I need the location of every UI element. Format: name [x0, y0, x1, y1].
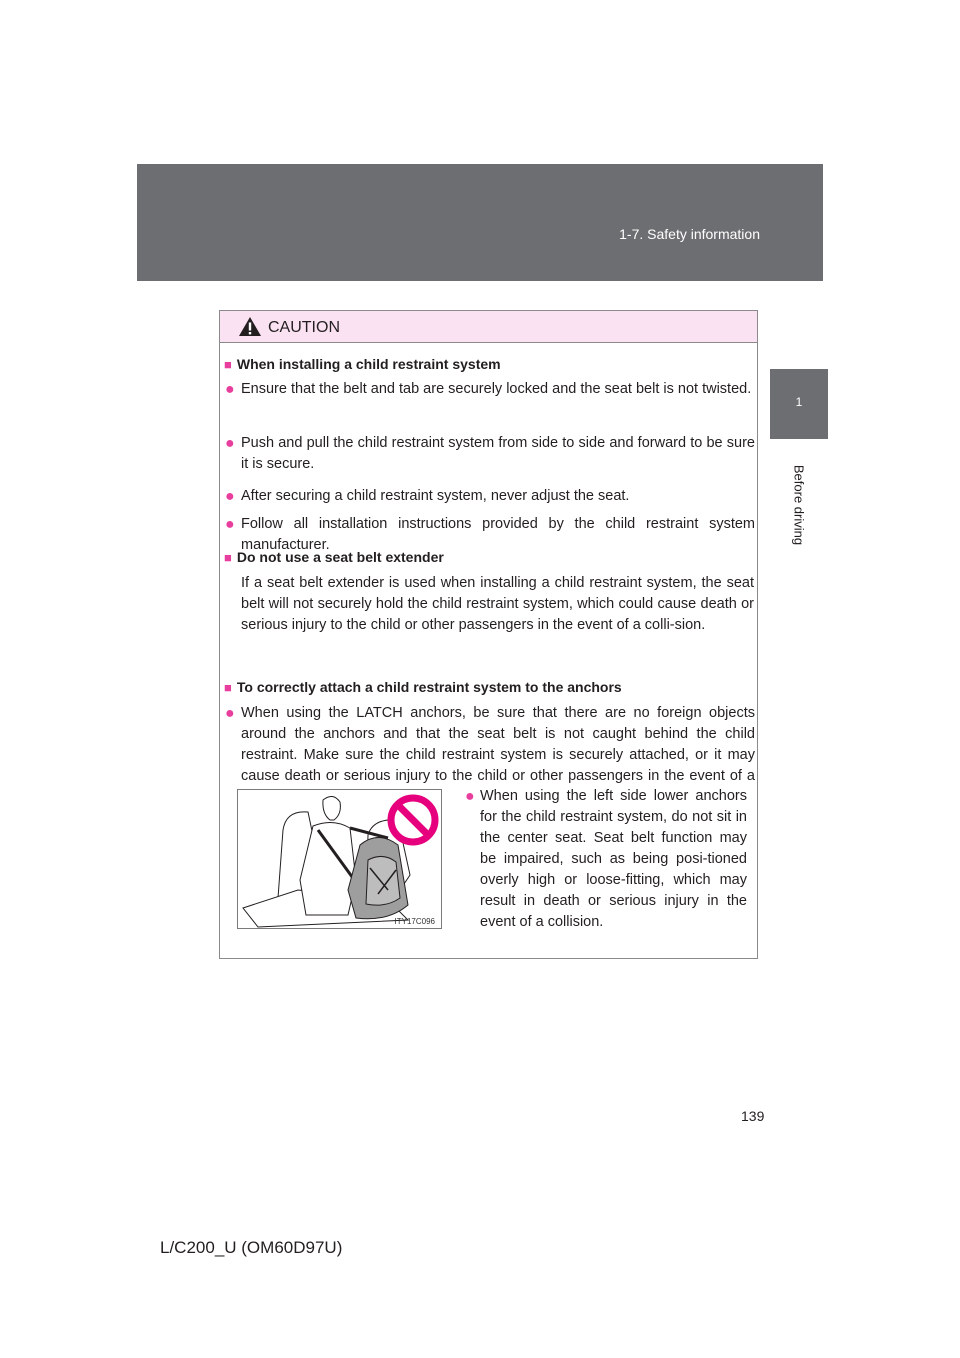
heading-extender: ■ Do not use a seat belt extender [224, 549, 444, 565]
child-seat-illustration [237, 789, 442, 929]
square-bullet-icon: ■ [224, 550, 232, 565]
circle-bullet-icon: ● [465, 788, 475, 805]
warning-triangle-icon [238, 316, 262, 337]
bullet-item: ● When using the left side lower anchors for the child restraint system, do not sit in the center seat. Seat belt function may be impaired, such as being posi-tioned overly high or loose-fitting, which may result in death or serious injury in the event of a collision. [465, 788, 747, 930]
extender-paragraph: If a seat belt extender is used when installing a child restraint system, the seat belt will not securely hold the child restraint system, which could cause death or serious injury to the child or other passengers in the event of a colli-sion. [241, 575, 754, 633]
heading-installing: ■ When installing a child restraint system [224, 356, 501, 372]
section-title: 1-7. Safety information [619, 226, 760, 242]
page-number: 139 [741, 1108, 765, 1124]
document-code: L/C200_U (OM60D97U) [160, 1238, 343, 1257]
circle-bullet-icon: ● [225, 381, 235, 398]
circle-bullet-icon: ● [225, 488, 235, 505]
child-seat-drawing [238, 790, 441, 928]
heading-anchors: ■ To correctly attach a child restraint system to the anchors [224, 679, 622, 695]
chapter-label: Before driving [791, 464, 807, 546]
square-bullet-icon: ■ [224, 680, 232, 695]
bullet-item: ● Ensure that the belt and tab are securely locked and the seat belt is not twisted. [225, 381, 752, 398]
square-bullet-icon: ■ [224, 357, 232, 372]
circle-bullet-icon: ● [225, 435, 235, 452]
caution-header [220, 311, 757, 343]
circle-bullet-icon: ● [225, 516, 235, 533]
chapter-number: 1 [795, 395, 803, 409]
figure-code: ITY17C096 [394, 917, 435, 926]
bullet-item: ● When using the LATCH anchors, be sure that there are no foreign objects around the anchors and that the seat belt is not caught behind the child restraint. Make sure the child restraint system is securely attached, or it may cause death or serious injury to the child or other passengers in the event of a [225, 705, 755, 784]
header-band [137, 164, 823, 281]
caution-title: CAUTION [268, 319, 340, 336]
bullet-item: ● Push and pull the child restraint system from side to side and forward to be sure it is secure. [225, 435, 755, 472]
circle-bullet-icon: ● [225, 705, 235, 722]
bullet-item: ● Follow all installation instructions provided by the child restraint system manufacturer. [225, 516, 755, 553]
chapter-tab [770, 369, 828, 439]
bullet-item: ● After securing a child restraint system, never adjust the seat. [225, 488, 630, 505]
